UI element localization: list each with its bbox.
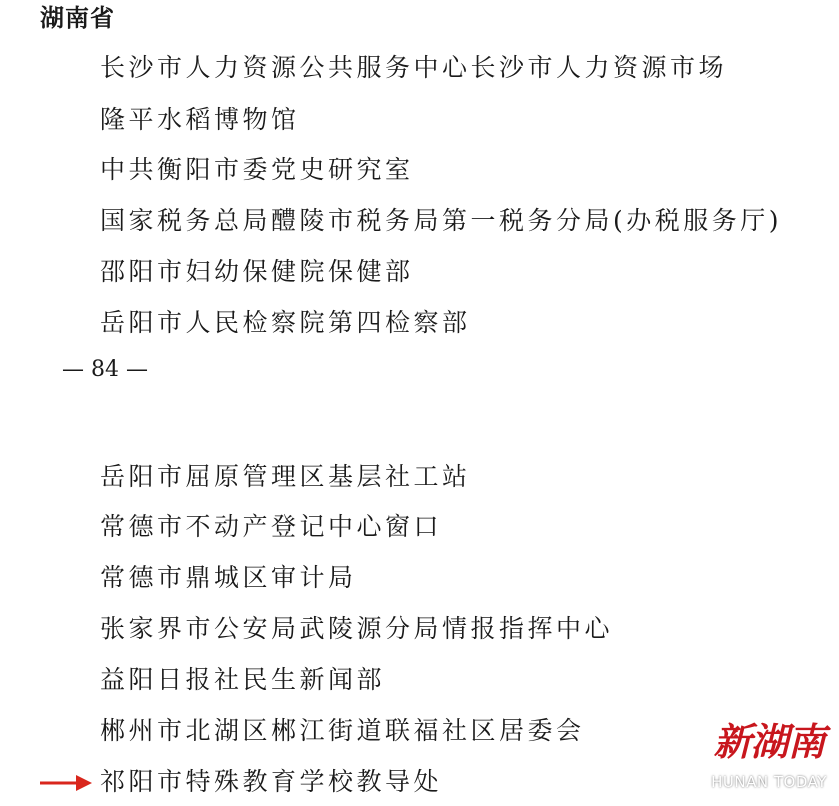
list-item: 隆平水稻博物馆 [100, 105, 300, 134]
highlighted-list-item: 祁阳市特殊教育学校教导处 [100, 767, 443, 796]
list-item: 长沙市人力资源公共服务中心长沙市人力资源市场 [100, 53, 728, 82]
list-item: 岳阳市屈原管理区基层社工站 [100, 462, 471, 491]
list-item: 岳阳市人民检察院第四检察部 [100, 308, 471, 337]
list-item: 中共衡阳市委党史研究室 [100, 155, 414, 184]
province-heading: 湖南省 [40, 4, 115, 32]
list-item: 益阳日报社民生新闻部 [100, 665, 386, 694]
watermark-logo [704, 716, 834, 804]
page-number: — 84 — [62, 357, 148, 382]
list-item: 国家税务总局醴陵市税务局第一税务分局(办税服务厅) [100, 206, 783, 235]
list-item: 邵阳市妇幼保健院保健部 [100, 257, 414, 286]
watermark-logo-text: 新湖南 [713, 719, 825, 764]
list-item: 郴州市北湖区郴江街道联福社区居委会 [100, 716, 585, 745]
list-item: 张家界市公安局武陵源分局情报指挥中心 [100, 614, 614, 643]
list-item: 常德市鼎城区审计局 [100, 563, 357, 592]
list-item: 常德市不动产登记中心窗口 [100, 512, 443, 541]
red-arrow-icon [40, 772, 92, 794]
watermark-subtitle: HUNAN TODAY [711, 773, 827, 791]
